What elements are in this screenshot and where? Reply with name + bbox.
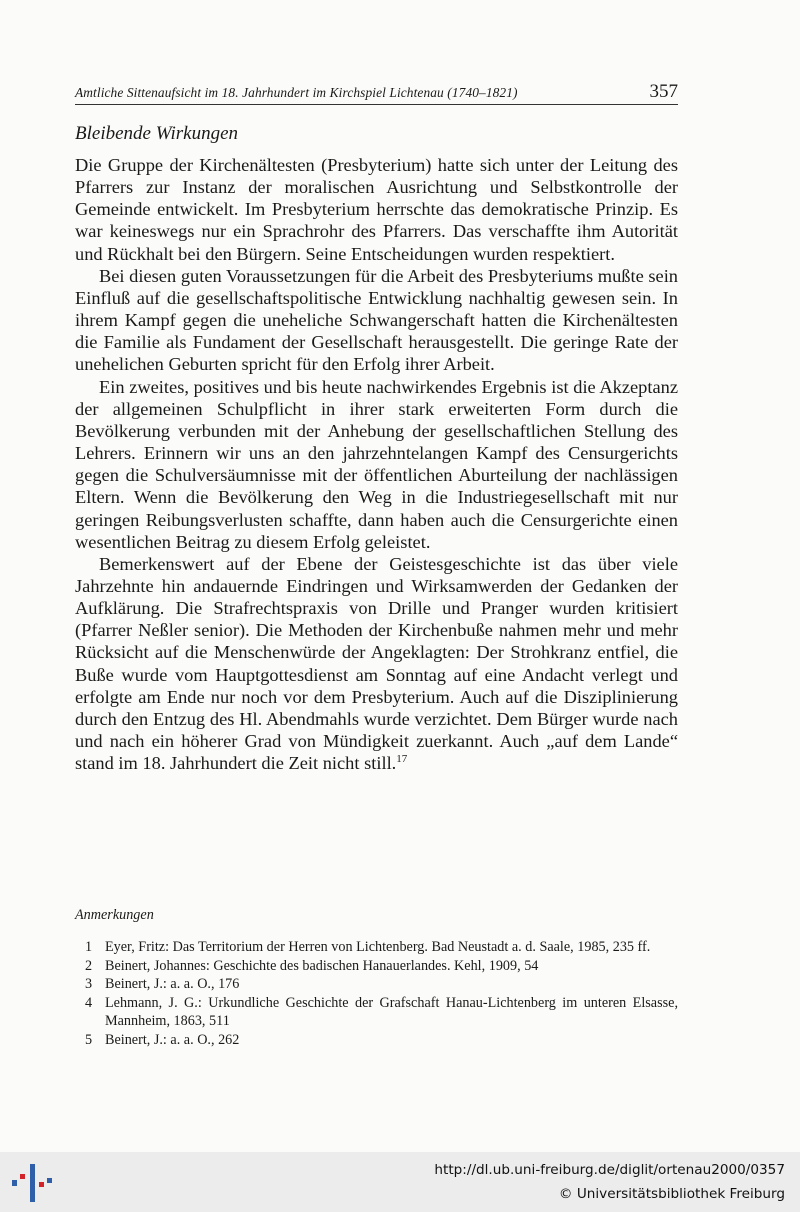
section-heading: Bleibende Wirkungen [75,123,239,144]
footnote-ref[interactable]: 17 [396,753,408,766]
paragraph [75,553,678,775]
footer-bar [0,1152,800,1212]
paragraph-text: Bemerkenswert auf der Ebene der Geistesgeschichte ist das über viele Jahrzehnte hin andauernde Eindringen und Wirksamwerden der Gedanken der Aufklärung. Die Strafrechtspraxis von Drille und Pranger wurden kritisiert (Pfarrer Neßler senior). Die Methoden der Kirchenbuße nahmen mehr und mehr Rücksicht auf die Menschenwürde der Angeklagten: Der Strohkranz entfiel, die Buße wurde vom Hauptgottesdienst am Sonntag auf eine Andacht verlegt und erfolgte am Ende nur noch vor dem Presbyterium. Auch auf die Disziplinierung durch den Entzug des Hl. Abendmahls wurde verzichtet. Dem Bürger wurde nach und nach ein höherer Grad von Mündigkeit zuerkannt. Auch „auf dem Lande“ stand im 18. Jahrhundert die Zeit nicht still. [75,553,678,774]
source-url-link[interactable]: http://dl.ub.uni-freiburg.de/diglit/ortenau2000/0357 [434,1162,785,1178]
note-number: 5 [85,1031,93,1048]
running-title: Amtliche Sittenaufsicht im 18. Jahrhundert im Kirchspiel Lichtenau (1740–1821) [75,85,518,100]
paragraph: Die Gruppe der Kirchenältesten (Presbyterium) hatte sich unter der Leitung des Pfarrers zur Instanz der moralischen Ausrichtung und Selbstkontrolle der Gemeinde entwickelt. Im Presbyterium herrschte das demokratische Prinzip. Es war keineswegs nur ein Sprachrohr des Pfarrers. Das verschaffte ihm Autorität und Rückhalt bei den Bürgern. Seine Entscheidungen wurden respektiert. [75,155,678,264]
logo-bar-red-left [20,1174,25,1179]
paragraph: Bei diesen guten Voraussetzungen für die Arbeit des Presbyteriums mußte sein Einfluß auf die gesellschaftspolitische Entwicklung nachhaltig gewesen sein. In ihrem Kampf gegen die uneheliche Schwangerschaft hatten die Kirchenältesten die Familie als Fundament der Gesellschaft herausgestellt. Die geringe Rate der unehelichen Geburten spricht für den Erfolg ihrer Arbeit. [75,265,678,375]
note-text: Eyer, Fritz: Das Territorium der Herren von Lichtenberg. Bad Neustadt a. d. Saale, 1985, 235 ff. [105,939,651,955]
note-number: 2 [85,957,93,974]
library-logo-icon [10,1162,54,1204]
notes-heading: Anmerkungen [75,907,154,923]
logo-bar-blue-center [30,1164,35,1202]
note-item [75,1031,678,1050]
page-number: 357 [649,81,678,102]
note-text: Lehmann, J. G.: Urkundliche Geschichte der Grafschaft Hanau-Lichtenberg im unteren Elsasse, Mannheim, 1863, 511 [105,994,678,1029]
notes-list [75,938,678,1049]
note-item [75,975,678,994]
logo-bar-blue-right [47,1178,52,1183]
note-item [75,957,678,976]
copyright-text: © Universitätsbibliothek Freiburg [558,1186,785,1202]
note-text: Beinert, J.: a. a. O., 262 [105,1031,240,1048]
note-item [75,994,678,1031]
logo-bar-blue-left [12,1180,17,1186]
note-number: 1 [85,939,93,955]
note-text: Beinert, J.: a. a. O., 176 [105,976,240,992]
note-item [75,938,678,957]
logo-bar-red-right [39,1182,44,1187]
note-number: 3 [85,976,93,992]
note-text: Beinert, Johannes: Geschichte des badischen Hanauerlandes. Kehl, 1909, 54 [105,957,539,974]
paragraph: Ein zweites, positives und bis heute nachwirkendes Ergebnis ist die Akzeptanz der allgemeinen Schulpflicht in ihrer stark erweiterten Form durch die Bevölkerung verbunden mit der Anhebung der gesellschaftlichen Stellung des Lehrers. Erinnern wir uns an den jahrzehntelangen Kampf des Censurgerichts gegen die Schulversäumnisse mit der öffentlichen Aburteilung der nachlässigen Eltern. Wenn die Bevölkerung den Weg in die Industriegesellschaft mit nur geringen Reibungsverlusten schaffte, dann haben auch die Censurgerichte einen wesentlichen Beitrag zu diesem Erfolg geleistet. [75,376,678,552]
running-header [75,80,678,105]
note-number: 4 [85,994,93,1011]
body-text [75,154,678,774]
